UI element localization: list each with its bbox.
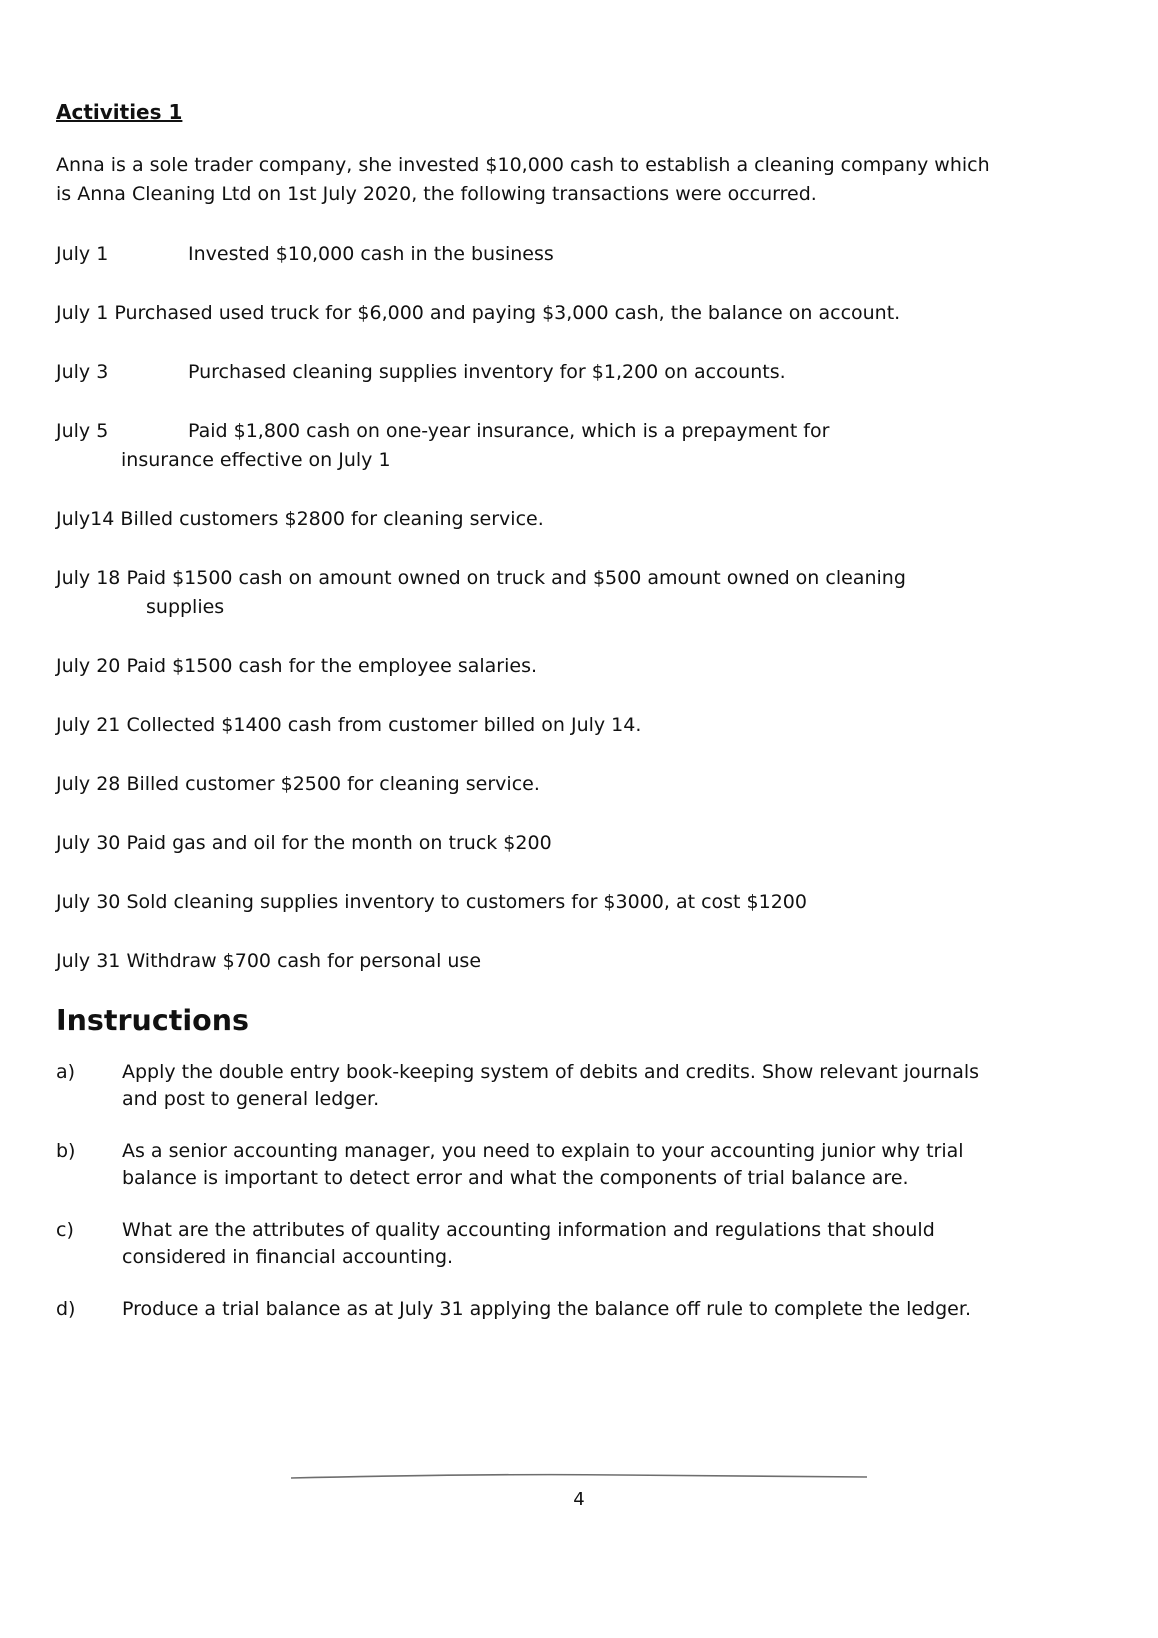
instruction-label: d) — [56, 1298, 76, 1320]
instructions-heading: Instructions — [56, 1004, 249, 1037]
transaction-line — [56, 947, 996, 976]
transaction-text: Purchased cleaning supplies inventory for $1,200 on accounts. — [188, 361, 786, 383]
transaction-date: July 30 — [56, 832, 121, 854]
instruction-item — [56, 1138, 996, 1192]
transaction-line — [56, 564, 996, 622]
transaction-text: Paid $1500 cash for the employee salaries. — [126, 655, 538, 677]
transaction-text: Billed customer $2500 for cleaning service. — [126, 773, 540, 795]
transaction-text: Invested $10,000 cash in the business — [188, 243, 554, 265]
transaction-date: July 3 — [56, 361, 109, 383]
intro-paragraph: Anna is a sole trader company, she invested $10,000 cash to establish a cleaning company which is Anna Cleaning Ltd on 1st July 2020, the following transactions were occurred. — [56, 154, 990, 205]
transaction-text: Paid gas and oil for the month on truck $200 — [126, 832, 552, 854]
transaction-date: July 31 — [56, 950, 121, 972]
transaction-date: July 5 — [56, 420, 109, 442]
activity-title: Activities 1 — [56, 100, 183, 124]
transaction-date: July 21 — [56, 714, 121, 736]
transaction-date: July 30 — [56, 891, 121, 913]
transaction-text: Paid $1,800 cash on one-year insurance, which is a prepayment for — [188, 420, 830, 442]
transaction-text: Sold cleaning supplies inventory to customers for $3000, at cost $1200 — [126, 891, 807, 913]
transaction-continuation: supplies — [146, 596, 225, 618]
transaction-date: July 28 — [56, 773, 121, 795]
transaction-line — [56, 358, 996, 387]
transaction-date: July 1 — [56, 302, 109, 324]
transaction-date: July14 — [56, 508, 115, 530]
instruction-item — [56, 1217, 996, 1271]
page-footer — [0, 1472, 1158, 1512]
transaction-text: Withdraw $700 cash for personal use — [126, 950, 482, 972]
instruction-label: b) — [56, 1140, 76, 1162]
transaction-date: July 1 — [56, 243, 109, 265]
transaction-line — [56, 299, 996, 328]
transaction-line — [56, 417, 996, 475]
transaction-text: Billed customers $2800 for cleaning service. — [120, 508, 544, 530]
transaction-line — [56, 652, 996, 681]
transaction-line — [56, 770, 996, 799]
instruction-label: c) — [56, 1219, 74, 1241]
transaction-line — [56, 711, 996, 740]
instruction-label: a) — [56, 1061, 76, 1083]
instruction-text: Produce a trial balance as at July 31 applying the balance off rule to complete the ledger. — [122, 1298, 971, 1320]
transaction-date: July 18 — [56, 567, 121, 589]
instruction-text: What are the attributes of quality accounting information and regulations that should considered in financial accounting. — [122, 1219, 935, 1268]
transaction-line — [56, 240, 996, 269]
transaction-text: Paid $1500 cash on amount owned on truck and $500 amount owned on cleaning — [126, 567, 906, 589]
instruction-item — [56, 1296, 996, 1323]
transaction-line — [56, 829, 996, 858]
footer-divider-line — [289, 1472, 869, 1480]
transaction-line — [56, 888, 996, 917]
transaction-text: Purchased used truck for $6,000 and paying $3,000 cash, the balance on account. — [114, 302, 901, 324]
instruction-item — [56, 1059, 996, 1113]
transaction-date: July 20 — [56, 655, 121, 677]
transaction-text: Collected $1400 cash from customer billed on July 14. — [126, 714, 642, 736]
transaction-line — [56, 505, 996, 534]
instruction-text: Apply the double entry book-keeping system of debits and credits. Show relevant journals and post to general ledger. — [122, 1061, 980, 1110]
instruction-text: As a senior accounting manager, you need to explain to your accounting junior why trial balance is important to detect error and what the components of trial balance are. — [122, 1140, 964, 1189]
page-number: 4 — [573, 1489, 585, 1510]
transaction-continuation: insurance effective on July 1 — [121, 449, 391, 471]
